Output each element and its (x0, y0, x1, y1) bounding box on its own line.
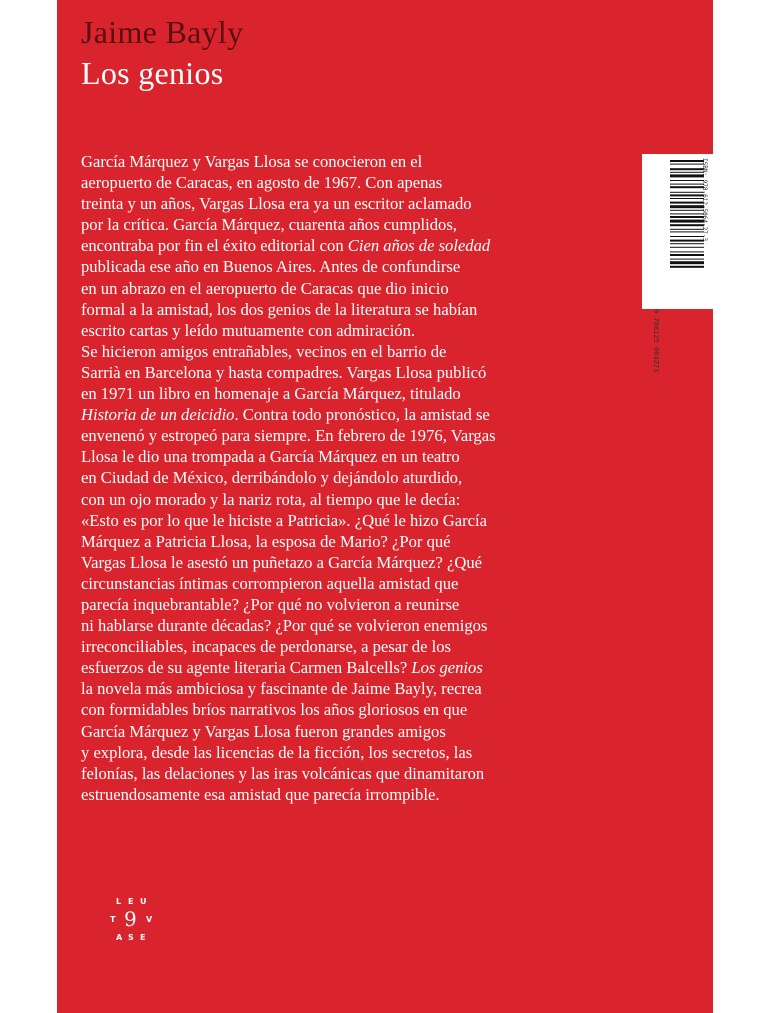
synopsis-line (81, 552, 621, 573)
italic-title: Los genios (411, 658, 483, 678)
synopsis-line (81, 573, 621, 594)
text-run: irreconciliables, incapaces de perdonarse, a pesar de los (81, 637, 451, 657)
barcode-bar (670, 216, 704, 218)
synopsis-line (81, 278, 621, 299)
logo-letter: L (116, 897, 122, 906)
text-run: escrito cartas y leído mutuamente con admiración. (81, 320, 416, 340)
text-run: Vargas Llosa le asestó un puñetazo a García Márquez? ¿Qué (81, 552, 482, 572)
barcode-bar (670, 254, 704, 256)
barcode-bar (670, 184, 704, 185)
synopsis-line (81, 678, 621, 699)
barcode-bar (670, 251, 704, 252)
text-run: Se hicieron amigos entrañables, vecinos en el barrio de (81, 341, 447, 361)
synopsis-line (81, 362, 621, 383)
logo-letter: S (128, 933, 134, 942)
text-run: estruendosamente esa amistad que parecía irrompible. (81, 784, 440, 804)
text-run: . Contra todo pronóstico, la amistad se (234, 405, 490, 425)
synopsis-line (81, 320, 621, 341)
text-run: García Márquez y Vargas Llosa se conocieron en el (81, 152, 423, 171)
text-run: esfuerzos de su agente literaria Carmen Balcells? (81, 658, 412, 678)
barcode-bar (670, 198, 704, 199)
barcode-bar (670, 236, 704, 237)
text-run: con un ojo morado y la nariz rota, al tiempo que le decía: (81, 489, 461, 509)
text-run: publicada ese año en Buenos Aires. Antes de confundirse (81, 257, 461, 277)
synopsis-line (81, 256, 621, 277)
synopsis-line (81, 341, 621, 362)
barcode-bar (670, 202, 704, 204)
barcode-bar (670, 210, 704, 211)
barcode-bar (670, 192, 704, 193)
barcode-bar (670, 266, 704, 268)
italic-title: Historia de un deicidio (81, 405, 235, 425)
synopsis-line (81, 594, 621, 615)
synopsis-line (81, 404, 621, 425)
text-run: en Ciudad de México, derribándolo y dejándolo aturdido, (81, 468, 463, 488)
logo-letter: V (146, 915, 153, 924)
text-run: «Esto es por lo que le hiciste a Patricia». ¿Qué le hizo García (81, 510, 487, 530)
book-title: Los genios (81, 55, 224, 91)
barcode-bar (670, 160, 704, 162)
synopsis-line (81, 151, 621, 172)
text-run: ni hablarse durante décadas? ¿Por qué se volvieron enemigos (81, 616, 488, 636)
synopsis-line (81, 235, 621, 256)
barcode-bar (670, 224, 704, 226)
synopsis-text (81, 151, 621, 805)
text-run: parecía inquebrantable? ¿Por qué no volvieron a reunirse (81, 594, 460, 614)
logo-letter: E (140, 933, 146, 942)
text-run: circunstancias íntimas corrompieron aquella amistad que (81, 573, 459, 593)
logo-letter: A (116, 933, 123, 942)
text-run: la novela más ambiciosa y fascinante de Jaime Bayly, recrea (81, 679, 482, 699)
synopsis-line (81, 721, 621, 742)
barcode-bar (670, 261, 704, 264)
synopsis-line (81, 214, 621, 235)
barcode (642, 154, 713, 373)
text-run: en un abrazo en el aeropuerto de Caracas que dio inicio (81, 278, 449, 298)
logo-center: 9 (124, 907, 137, 931)
synopsis-line (81, 510, 621, 531)
synopsis-line (81, 615, 621, 636)
barcode-bar (670, 243, 704, 244)
synopsis-line (81, 636, 621, 657)
barcode-bar (670, 240, 704, 242)
barcode-bar (670, 259, 704, 260)
synopsis-line (81, 742, 621, 763)
text-run: Llosa le dio una trompada a García Márquez en un teatro (81, 447, 460, 467)
text-run: Sarrià en Barcelona y hasta compadres. Vargas Llosa publicó (81, 362, 487, 382)
author-name: Jaime Bayly (81, 14, 244, 50)
barcode-bar (670, 168, 704, 170)
text-run: y explora, desde las licencias de la ficción, los secretos, las (81, 742, 473, 762)
synopsis-line (81, 299, 621, 320)
barcode-bar (670, 172, 704, 173)
barcode-bar (670, 220, 704, 223)
barcode-bar (670, 247, 704, 248)
synopsis-line (81, 784, 621, 805)
text-run: felonías, las delaciones y las iras volcánicas que dinamitaron (81, 763, 485, 783)
text-run: Márquez a Patricia Llosa, la esposa de Mario? ¿Por qué (81, 531, 451, 551)
text-run: García Márquez y Vargas Llosa fueron grandes amigos (81, 721, 446, 741)
text-run: por la crítica. García Márquez, cuarenta años cumplidos, (81, 215, 457, 235)
text-run: encontraba por fin el éxito editorial con (81, 236, 348, 256)
text-run: con formidables bríos narrativos los años gloriosos en que (81, 700, 468, 720)
synopsis-line (81, 763, 621, 784)
text-run: treinta y un años, Vargas Llosa era ya un escritor aclamado (81, 194, 472, 214)
synopsis-line (81, 383, 621, 404)
barcode-bar (670, 186, 704, 188)
text-run: envenenó y estropeó para siempre. En febrero de 1976, Vargas (81, 426, 496, 446)
barcode-bar (670, 229, 704, 230)
isbn-label: ISBN: 978-612-5064-27-3 (701, 158, 708, 242)
isbn-digits: 9 786125 064273 (652, 309, 660, 373)
italic-title: Cien años de soledad (347, 236, 491, 256)
synopsis-line (81, 193, 621, 214)
synopsis-line (81, 657, 621, 678)
barcode-bar (670, 231, 704, 232)
barcode-bar (670, 174, 704, 177)
logo-letter: U (140, 897, 147, 906)
text-run: en 1971 un libro en homenaje a García Márquez, titulado (81, 384, 461, 404)
barcode-bar (670, 205, 704, 208)
barcode-bar (670, 180, 704, 181)
logo-letter: E (128, 897, 134, 906)
synopsis-line (81, 531, 621, 552)
barcode-bar (670, 213, 704, 214)
synopsis-line (81, 172, 621, 193)
synopsis-line (81, 699, 621, 720)
logo-letter: T (110, 915, 116, 924)
publisher-logo-icon (108, 898, 158, 946)
synopsis-line (81, 446, 621, 467)
synopsis-line (81, 425, 621, 446)
text-run: formal a la amistad, los dos genios de la literatura se habían (81, 299, 478, 319)
text-run: aeropuerto de Caracas, en agosto de 1967. Con apenas (81, 173, 443, 193)
barcode-bar (670, 164, 704, 165)
synopsis-line (81, 467, 621, 488)
synopsis-line (81, 489, 621, 510)
barcode-bar (670, 194, 704, 196)
